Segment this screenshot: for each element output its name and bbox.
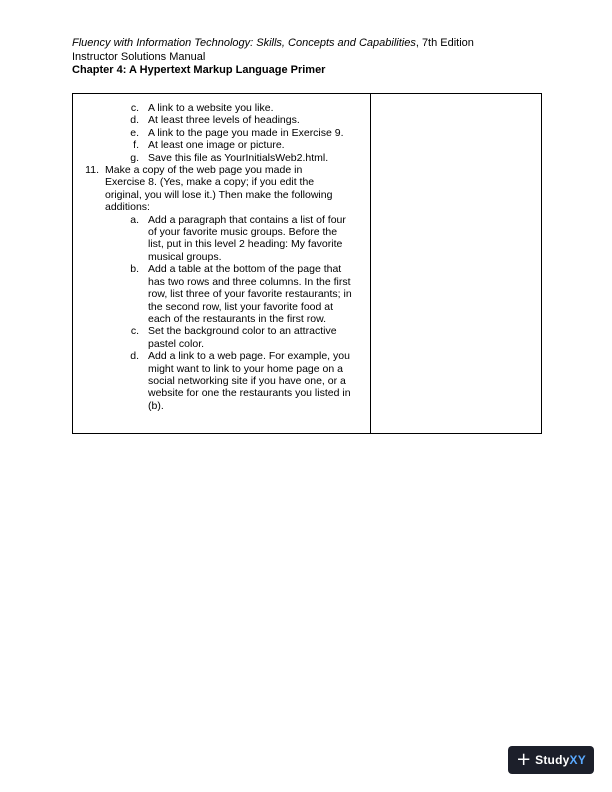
book-title: [72, 37, 552, 51]
list-item-text: pastel color.: [148, 337, 205, 350]
list-item-text: Save this file as YourInitialsWeb2.html.: [148, 151, 329, 164]
list-item-text: social networking site if you have one, or a: [148, 374, 346, 387]
list-item-text: each of the restaurants in the first row.: [148, 312, 327, 325]
list-item-text: list, put in this level 2 heading: My favorite: [148, 238, 343, 251]
list-item-f: [73, 139, 371, 151]
studyxy-logo: [508, 746, 594, 774]
list-item-text: musical groups.: [148, 250, 222, 263]
list-item-text: Add a paragraph that contains a list of four: [148, 213, 346, 226]
list-item-text: row, list three of your favorite restaurants; in: [148, 288, 352, 301]
list-item-e: [73, 127, 371, 139]
list-marker: d.: [130, 114, 139, 127]
list-marker: 11.: [85, 164, 99, 177]
book-edition: , 7th Edition: [415, 37, 474, 49]
exercise-table: [72, 93, 542, 434]
list-item-text: At least three levels of headings.: [148, 114, 300, 127]
list-item-text: additions:: [105, 201, 150, 214]
list-item-text: original, you will lose it.) Then make the following: [105, 188, 333, 201]
list-marker: g.: [130, 151, 139, 164]
list-item-text: Add a table at the bottom of the page that: [148, 263, 342, 276]
logo-wordmark: [535, 753, 586, 767]
logo-word-main: Study: [535, 753, 570, 767]
list-item-c2: [73, 325, 371, 350]
list-item-c: [73, 102, 371, 114]
list-marker: e.: [130, 126, 139, 139]
chapter-title: Chapter 4: A Hypertext Markup Language Primer: [72, 64, 326, 76]
list-item-text: Add a link to a web page. For example, you: [148, 350, 350, 363]
list-marker: c.: [130, 102, 139, 114]
list-item-text: of your favorite music groups. Before the: [148, 226, 338, 239]
manual-subtitle: Instructor Solutions Manual: [72, 50, 206, 63]
list-item-text: At least one image or picture.: [148, 139, 285, 152]
logo-word-accent: XY: [569, 753, 586, 767]
list-item-11: [73, 164, 371, 214]
list-item-d: [73, 114, 371, 126]
list-item-text: (b).: [148, 399, 164, 412]
list-item-text: A link to the page you made in Exercise 9.: [148, 126, 344, 139]
list-item-a: [73, 214, 371, 264]
exercise-list: [73, 102, 371, 412]
list-item-text: Set the background color to an attractive: [148, 325, 337, 338]
list-marker: f.: [133, 139, 139, 152]
list-marker: a.: [130, 213, 139, 226]
list-marker: c.: [130, 325, 139, 338]
list-item-text: Exercise 8. (Yes, make a copy; if you edit the: [105, 176, 315, 189]
list-item-text: has two rows and three columns. In the first: [148, 275, 351, 288]
plus-icon: +: [516, 749, 532, 770]
list-item-text: A link to a website you like.: [148, 102, 274, 114]
list-marker: b.: [130, 263, 139, 276]
page-header: [72, 37, 552, 78]
list-item-text: might want to link to your home page on a: [148, 362, 343, 375]
list-item-d2: [73, 350, 371, 412]
answer-cell: [371, 94, 541, 433]
list-marker: d.: [130, 350, 139, 363]
book-title-italic: Fluency with Information Technology: Skills, Concepts and Capabilities: [72, 37, 416, 49]
exercise-cell: [73, 94, 371, 433]
list-item-text: Make a copy of the web page you made in: [105, 164, 303, 177]
list-item-b: [73, 263, 371, 325]
list-item-text: website for one the restaurants you listed in: [148, 387, 351, 400]
list-item-text: the second row, list your favorite food at: [148, 300, 334, 313]
list-item-g: [73, 152, 371, 164]
